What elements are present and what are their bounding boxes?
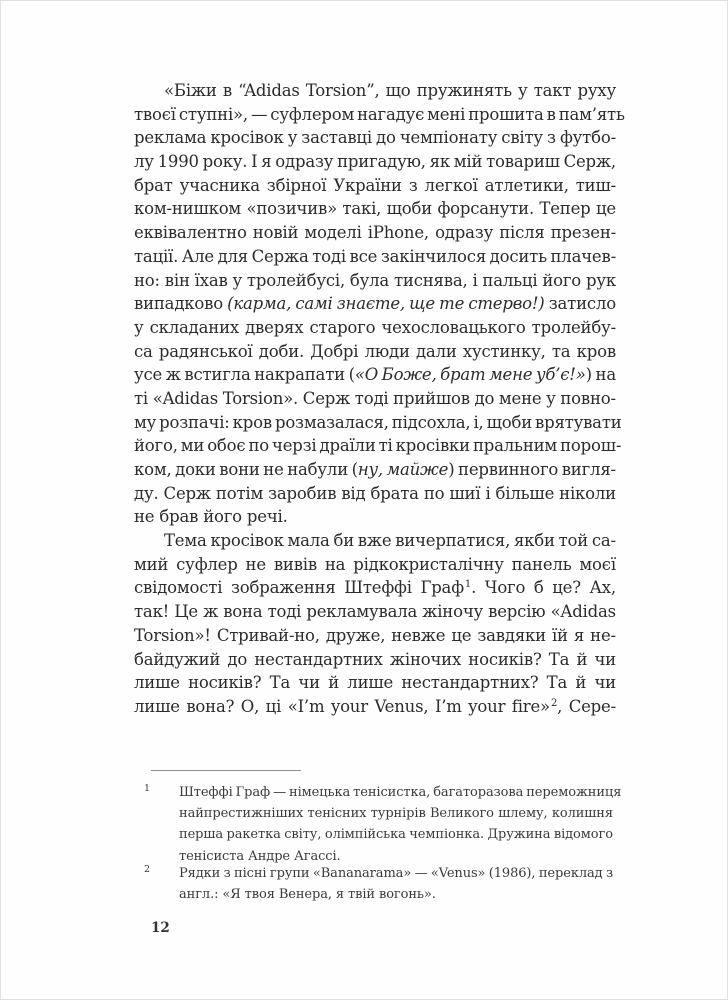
- text-line: випадково (карма, самі знаєте, ще те стерво!) затисло: [134, 294, 616, 314]
- text-line: свідомості зображення Штеффі Граф$^1$. Чого б це? Ах,: [134, 578, 616, 598]
- text-line: брат учасника збірної України з легкої атлетики, тиш-: [134, 175, 616, 195]
- footnote-reference: 1: [464, 579, 472, 591]
- footnote-separator: [151, 770, 301, 771]
- text-line: Штеффі Граф — німецька тенісистка, багаторазова переможниця: [179, 785, 622, 800]
- text-line: но: він їхав у тролейбусі, була тиснява, і пальці його рук: [134, 270, 616, 290]
- text-line: са радянської доби. Добрі люди дали хустинку, та кров: [134, 341, 616, 361]
- text-line: ком-нишком «позичив» такі, щоби форсанути. Тепер це: [134, 199, 616, 219]
- text-line: Torsion»! Стривай-но, друже, невже це завдяки їй я не-: [134, 625, 616, 645]
- text-line: мий суфлер не вивів на рідкокристалічну панель моєї: [134, 554, 616, 574]
- footnote-reference: 2: [550, 697, 558, 709]
- text-line: реклама кросівок у заставці до чемпіонату світу з футбо-: [134, 128, 616, 148]
- text-line: англ.: «Я твоя Венера, я твій вогонь».: [179, 887, 436, 903]
- paragraph: [134, 529, 616, 719]
- text-line: еквівалентно новій моделі iPhone, одразу після презен-: [134, 223, 616, 243]
- text-line: перша ракетка світу, олімпійська чемпіонка. Дружина відомого: [179, 827, 613, 843]
- text-line: лише вона? О, ці «I’m your Venus, I’m your fire»$^2$, Сере-: [134, 696, 616, 716]
- text-line: не брав його речі.: [134, 507, 288, 527]
- paragraph: [134, 79, 625, 529]
- text-line: ком, доки вони не набули (ну, майже) первинного вигля-: [134, 460, 616, 479]
- text-line: ду. Серж потім заробив від брата по шиї і більше ніколи: [134, 483, 616, 503]
- text-line: тенісиста Андре Агассі.: [179, 848, 341, 864]
- text-line: «Біжи в “Adidas Torsion”, що пружинять у такт руху: [164, 81, 616, 100]
- page-number: 12: [151, 920, 170, 936]
- footnote: [134, 782, 622, 867]
- footnote-text: [179, 782, 622, 867]
- text-line: так! Це ж вона тоді рекламувала жіночу версію «Adidas: [134, 602, 616, 622]
- text-line: байдужий до нестандартних жіночих носиків? Та й чи: [134, 649, 616, 669]
- text-line: ті «Adidas Torsion». Серж тоді прийшов до мене у повно-: [134, 388, 616, 408]
- text-line: тації. Але для Сержа тоді все закінчилося досить плачев-: [134, 246, 616, 266]
- text-line: лу 1990 року. І я одразу пригадую, як мій товариш Серж,: [134, 152, 616, 172]
- footnote-marker: 2: [144, 864, 151, 875]
- text-line: його, ми обоє по черзі драїли ті кросівки пральним порош-: [134, 436, 622, 456]
- text-line: найпрестижніших тенісних турнірів Великого шлему, колишня: [179, 806, 613, 822]
- footnote: [134, 863, 616, 905]
- text-line: Рядки з пісні групи «Bananarama» — «Venus» (1986), переклад з: [179, 866, 613, 881]
- text-line: му розпачі: кров розмазалася, підсохла, і, щоби врятувати: [134, 412, 622, 432]
- main-text-block: [134, 79, 625, 719]
- text-line: лише носиків? Та чи й лише нестандартних? Та й чи: [134, 673, 616, 693]
- text-line: Тема кросівок мала би вже вичерпатися, якби той са-: [164, 531, 616, 551]
- text-line: твоєї ступні», — суфлером нагадує мені прошита в пам’ять: [134, 104, 625, 124]
- text-line: усе ж встигла накрапати («О Боже, брат мене уб’є!») на: [134, 365, 616, 385]
- footnote-text: [179, 863, 613, 905]
- text-line: у складаних дверях старого чехословацького тролейбу-: [134, 317, 616, 337]
- footnote-marker: 1: [144, 783, 151, 794]
